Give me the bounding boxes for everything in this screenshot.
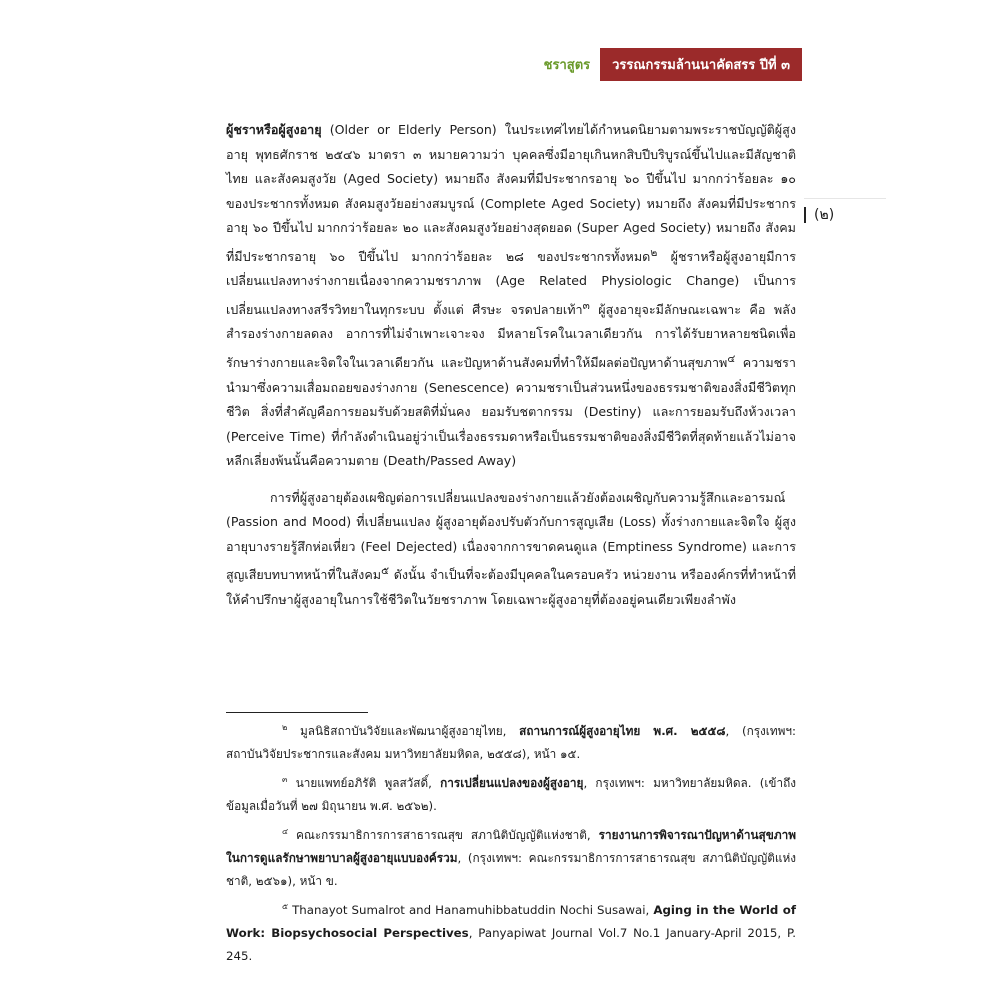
- footnote-ref: ๓: [582, 299, 590, 312]
- header-book-title: ชราสูตร: [543, 58, 591, 73]
- paragraph-1: ผู้ชราหรือผู้สูงอายุ (Older or Elderly Person) ในประเทศไทยได้กำหนดนิยามตามพระราชบัญญัติผู้สูงอายุ พุทธศักราช ๒๕๔๖ มาตรา ๓ หมายความว่า บุคคลซึ่งมีอายุเกินหกสิบปีบริบูรณ์ขึ้นไปและมีสัญชาติไทย และสังคมสูงวัย (Aged Society) หมายถึง สังคมที่มีประชากรอายุ ๖๐ ปีขึ้นไป มากกว่าร้อยละ ๑๐ ของประชากรทั้งหมด สังคมสูงวัยอย่างสมบูรณ์ (Complete Aged Society) หมายถึง สังคมที่มีประชากรอายุ ๖๐ ปีขึ้นไป มากกว่าร้อยละ ๒๐ และสังคมสูงวัยอย่างสุดยอด (Super Aged Society) หมายถึง สังคมที่มีประชากรอายุ ๖๐ ปีขึ้นไป มากกว่าร้อยละ ๒๘ ของประชากรทั้งหมด$^๒$ ผู้ชราหรือผู้สูงอายุมีการเปลี่ยนแปลงทางร่างกายเนื่องจากความชราภาพ (Age Related Physiologic Change) เป็นการเปลี่ยนแปลงทางสรีรวิทยาในทุกระบบ ตั้งแต่ ศีรษะ จรดปลายเท้า$^๓$ ผู้สูงอายุจะมีลักษณะเฉพาะ คือ พลังสำรองร่างกายลดลง อาการที่ไม่จำเพาะเจาะจง มีหลายโรคในเวลาเดียวกัน การได้รับยาหลายชนิดเพื่อรักษาร่างกายและจิตใจในเวลาเดียวกัน และปัญหาด้านสังคมที่ทำให้มีผลต่อปัญหาด้านสุขภาพ$^๔$ ความชรานำมาซึ่งความเสื่อมถอยของร่างกาย (Senescence) ความชราเป็นส่วนหนึ่งของธรรมชาติของสิ่งมีชีวิตทุกชีวิต สิ่งที่สำคัญคือการยอมรับด้วยสติที่มั่นคง ยอมรับชตากรรม (Destiny) และการยอมรับถึงห้วงเวลา (Perceive Time) ที่กำลังดำเนินอยู่ว่าเป็นเรื่องธรรมดาหรือเป็นธรรมชาติของสิ่งมีชีวิตที่สุดท้ายแล้วไม่อาจหลีกเลี่ยงพ้นนั้นคือความตาย (Death/Passed Away): [226, 122, 796, 469]
- footnote-5: $^๕$ Thanayot Sumalrot and Hanamuhibbatuddin Nochi Susawai, Aging in the World of Work: Biopsychosocial Perspectives, Panyapiwat Journal Vol.7 No.1 January-April 2015, P. 245.: [226, 901, 796, 963]
- header-series-title: วรรณกรรมล้านนาคัดสรร ปีที่ ๓: [600, 48, 802, 81]
- footnote-3: $^๓$ นายแพทย์อภิรัติ พูลสวัสดิ์, การเปลี่ยนแปลงของผู้สูงอายุ, กรุงเทพฯ: มหาวิทยาลัยมหิดล. (เข้าถึงข้อมูลเมื่อวันที่ ๒๗ มิถุนายน พ.ศ. ๒๕๖๒).: [226, 774, 796, 813]
- footnote-ref: ๕: [381, 565, 390, 578]
- body-text: [226, 118, 796, 612]
- footnote-4: $^๔$ คณะกรรมาธิการการสาธารณสุข สภานิติบัญญัติแห่งชาติ, รายงานการพิจารณาปัญหาด้านสุขภาพในการดูแลรักษาพยาบาลผู้สูงอายุแบบองค์รวม, (กรุงเทพฯ: คณะกรรมาธิการการสาธารณสุข สภานิติบัญญัติแห่งชาติ, ๒๕๖๑), หน้า ข.: [226, 826, 796, 888]
- term-elderly: ผู้ชราหรือผู้สูงอายุ: [226, 122, 322, 137]
- page-number-rule: [804, 198, 886, 199]
- footnote-separator: [226, 712, 368, 713]
- footnotes: [226, 716, 796, 970]
- page-number-bar: [804, 207, 806, 223]
- page-number-text: (๒): [814, 207, 835, 223]
- footnote-ref: ๒: [650, 246, 658, 259]
- page-number: [804, 204, 834, 226]
- footnote-2: $^๒$ มูลนิธิสถาบันวิจัยและพัฒนาผู้สูงอายุไทย, สถานการณ์ผู้สูงอายุไทย พ.ศ. ๒๕๕๘, (กรุงเทพฯ: สถาบันวิจัยประชากรและสังคม มหาวิทยาลัยมหิดล, ๒๕๕๘), หน้า ๑๕.: [226, 723, 796, 761]
- footnote-ref: ๔: [727, 352, 736, 365]
- paragraph-2: การที่ผู้สูงอายุต้องเผชิญต่อการเปลี่ยนแปลงของร่างกายแล้วยังต้องเผชิญกับความรู้สึกและอารมณ์ (Passion and Mood) ที่เปลี่ยนแปลง ผู้สูงอายุต้องปรับตัวกับการสูญเสีย (Loss) ทั้งร่างกายและจิตใจ ผู้สูงอายุบางรายรู้สึกห่อเหี่ยว (Feel Dejected) เนื่องจากการขาดคนดูแล (Emptiness Syndrome) และการสูญเสียบทบาทหน้าที่ในสังคม$^๕$ ดังนั้น จำเป็นที่จะต้องมีบุคคลในครอบครัว หน่วยงาน หรือองค์กรที่ทำหน้าที่ให้คำปรึกษาผู้สูงอายุในการใช้ชีวิตในวัยชราภาพ โดยเฉพาะผู้สูงอายุที่ต้องอยู่คนเดียวเพียงลำพัง: [226, 489, 796, 607]
- running-header: [534, 48, 802, 81]
